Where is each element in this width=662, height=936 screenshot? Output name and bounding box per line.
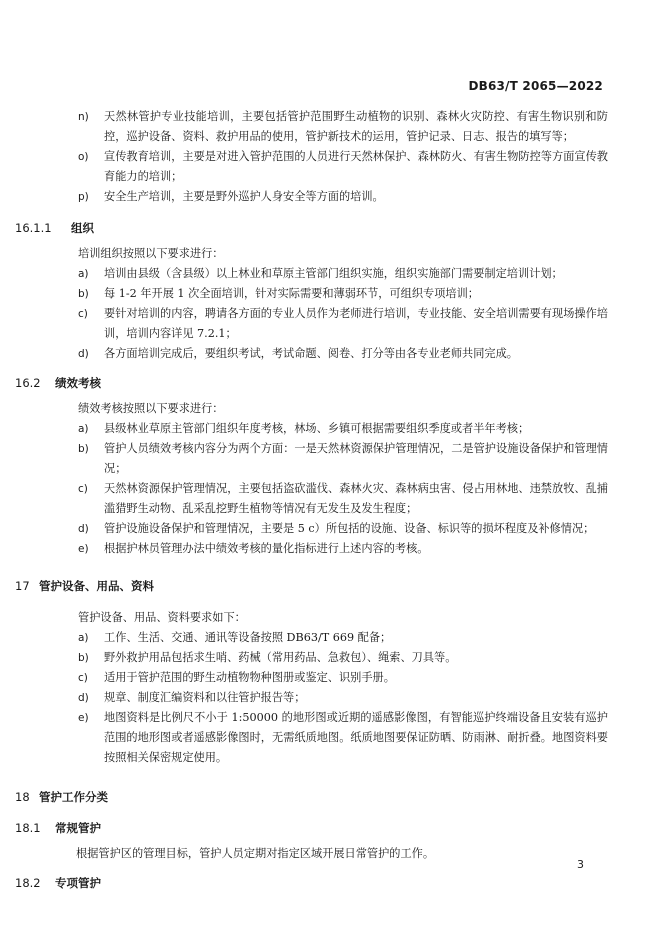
list-text: 管护人员绩效考核内容分为两个方面：一是天然林资源保护管理情况，二是管护设施设备保护和管理情况； — [104, 442, 608, 475]
list-label: e) — [78, 543, 89, 555]
list-text: 要针对培训的内容，聘请各方面的专业人员作为老师进行培训，专业技能、安全培训需要有现场操作培训，培训内容详见 7.2.1； — [104, 307, 608, 340]
list-text: 工作、生活、交通、通讯等设备按照 DB63/T 669 配备； — [104, 631, 392, 644]
list-text: 县级林业草原主管部门组织年度考核，林场、乡镇可根据需要组织季度或者半年考核； — [104, 422, 530, 435]
section-number: 18.1 — [15, 821, 41, 835]
list-text: 适用于管护范围的野生动植物物种图册或鉴定、识别手册。 — [104, 671, 395, 684]
list-label: b) — [78, 288, 89, 300]
list-item — [78, 628, 608, 648]
list-item — [78, 147, 608, 187]
section-paragraph: 根据管护区的管理目标，管护人员定期对指定区域开展日常管护的工作。 — [76, 847, 435, 860]
list-label: d) — [78, 523, 89, 535]
section-heading-16-2 — [15, 373, 608, 393]
list-text: 管护设施设备保护和管理情况，主要是 5 c）所包括的设施、设备、标识等的损坏程度及补修情况； — [104, 522, 595, 535]
page-number: 3 — [577, 858, 584, 871]
list-item — [78, 419, 608, 439]
list-item — [78, 187, 608, 207]
list-text: 天然林资源保护管理情况，主要包括盗砍滥伐、森林火灾、森林病虫害、侵占用林地、违禁放牧、乱捕滥猎野生动物、乱采乱挖野生植物等情况有无发生及发生程度； — [104, 482, 608, 515]
section-title: 专项管护 — [55, 876, 101, 890]
list-label: a) — [78, 268, 89, 280]
list-item — [78, 107, 608, 147]
section-heading-18 — [15, 787, 608, 807]
list-text: 各方面培训完成后，要组织考试，考试命题、阅卷、打分等由各专业老师共同完成。 — [104, 347, 518, 360]
list-label: p) — [78, 191, 89, 203]
section-number: 16.1.1 — [15, 221, 52, 235]
list-text: 安全生产培训，主要是野外巡护人身安全等方面的培训。 — [104, 190, 384, 203]
section-title: 管护设备、用品、资料 — [39, 579, 154, 593]
list-label: d) — [78, 348, 89, 360]
section-intro: 管护设备、用品、资料要求如下： — [78, 611, 246, 624]
list-item — [78, 439, 608, 479]
document-body — [15, 107, 608, 893]
section-number: 18 — [15, 790, 30, 804]
list-item — [78, 708, 608, 768]
list-item — [78, 304, 608, 344]
list-item — [78, 539, 608, 559]
section-number: 16.2 — [15, 376, 41, 390]
list-label: a) — [78, 632, 89, 644]
list-label: c) — [78, 483, 88, 495]
section-heading-18-1 — [15, 818, 608, 838]
list-label: c) — [78, 308, 88, 320]
section-intro: 培训组织按照以下要求进行： — [78, 247, 224, 260]
section-number: 18.2 — [15, 876, 41, 890]
list-text: 培训由县级（含县级）以上林业和草原主管部门组织实施，组织实施部门需要制定培训计划； — [104, 267, 563, 280]
list-item — [78, 344, 608, 364]
section-number: 17 — [15, 579, 30, 593]
list-text: 宣传教育培训，主要是对进入管护范围的人员进行天然林保护、森林防火、有害生物防控等方面宣传教育能力的培训； — [104, 150, 608, 183]
list-label: e) — [78, 712, 89, 724]
section-title: 绩效考核 — [55, 376, 101, 390]
list-text: 根据护林员管理办法中绩效考核的量化指标进行上述内容的考核。 — [104, 542, 429, 555]
section-heading-17 — [15, 576, 608, 596]
list-text: 天然林管护专业技能培训，主要包括管护范围野生动植物的识别、森林火灾防控、有害生物识别和防控，巡护设备、资料、救护用品的使用，管护新技术的运用，管护记录、日志、报告的填写等； — [104, 110, 608, 143]
list-label: c) — [78, 672, 88, 684]
document-code-header: DB63/T 2065—2022 — [468, 79, 603, 93]
list-item — [78, 519, 608, 539]
list-label: d) — [78, 692, 89, 704]
list-text: 每 1-2 年开展 1 次全面培训，针对实际需要和薄弱环节，可组织专项培训； — [104, 287, 479, 300]
section-intro: 绩效考核按照以下要求进行： — [78, 402, 224, 415]
list-label: o) — [78, 151, 89, 163]
list-label: a) — [78, 423, 89, 435]
section-heading-16-1-1 — [15, 218, 608, 238]
section-heading-18-2 — [15, 873, 608, 893]
list-item — [78, 479, 608, 519]
section-title: 常规管护 — [55, 821, 101, 835]
list-label: b) — [78, 443, 89, 455]
list-item — [78, 668, 608, 688]
list-label: n) — [78, 111, 89, 123]
list-text: 规章、制度汇编资料和以往管护报告等； — [104, 691, 306, 704]
list-item — [78, 688, 608, 708]
section-title: 组织 — [71, 221, 94, 235]
list-text: 地图资料是比例尺不小于 1:50000 的地形图或近期的遥感影像图，有智能巡护终端设备且安装有巡护范围的地形图或者遥感影像图时，无需纸质地图。纸质地图要保证防晒、防雨淋、耐折叠。地图资料要按照相关保密规定使用。 — [104, 711, 608, 764]
section-title: 管护工作分类 — [39, 790, 108, 804]
list-item — [78, 284, 608, 304]
list-label: b) — [78, 652, 89, 664]
list-item — [78, 648, 608, 668]
list-item — [78, 264, 608, 284]
list-text: 野外救护用品包括求生哨、药械（常用药品、急救包）、绳索、刀具等。 — [104, 651, 457, 664]
